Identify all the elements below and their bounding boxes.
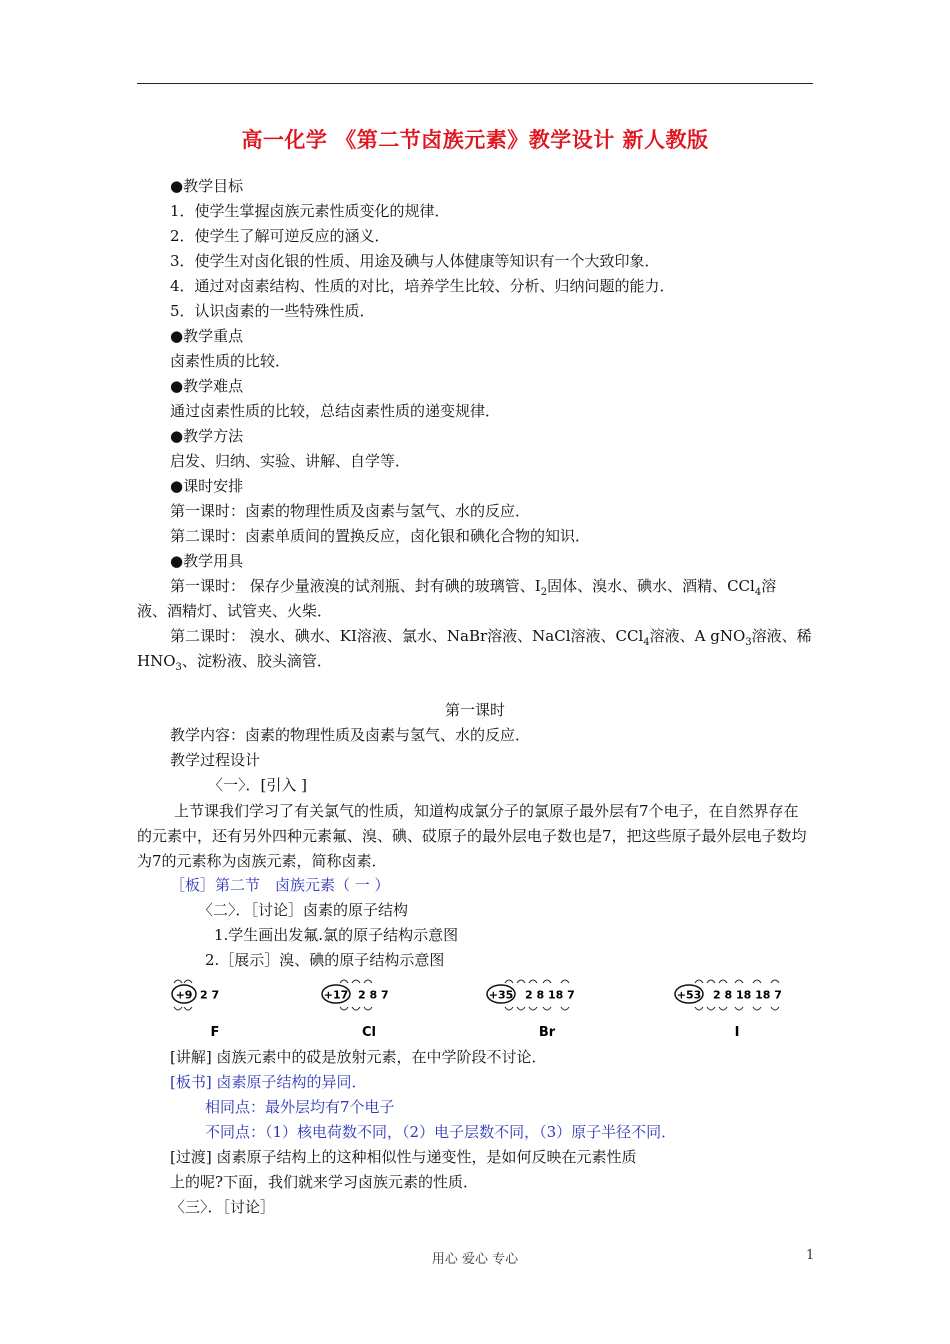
element-symbol: Br — [538, 1025, 556, 1040]
key-point-text: 卤素性质的比较． — [170, 352, 291, 370]
board-note-1: ［板］第二节 卤族元素（ 一 ） — [170, 876, 390, 894]
method-text: 启发、归纳、实验、讲解、自学等． — [170, 452, 411, 470]
objective-item: 2．使学生了解可逆反应的涵义． — [170, 227, 390, 245]
method-heading: ●教学方法 — [170, 427, 244, 445]
page-footer: 用心 爱心 专心 — [431, 1252, 519, 1267]
difficulty-heading: ●教学难点 — [170, 377, 244, 395]
header-rule — [137, 83, 813, 84]
objective-item: 3．使学生对卤化银的性质、用途及碘与人体健康等知识有一个大致印象． — [170, 252, 660, 270]
step-1: 1.学生画出发氟.氯的原子结构示意图 — [214, 926, 459, 944]
shell-label: 2 7 — [200, 988, 220, 1002]
discuss-heading: 〈二〉．［讨论］卤素的原子结构 — [198, 901, 409, 919]
element-symbol: I — [734, 1025, 740, 1040]
objective-item: 1．使学生掌握卤族元素性质变化的规律． — [170, 202, 450, 220]
shell-label: 2 8 7 — [358, 988, 389, 1002]
nucleus-label: +53 — [676, 988, 702, 1002]
element-symbol: Cl — [362, 1025, 376, 1040]
lesson-heading: 第一课时 — [444, 701, 505, 719]
shell-label: 2 8 18 18 7 — [713, 988, 782, 1002]
atom-diagrams — [160, 970, 810, 1046]
element-symbol: F — [210, 1025, 220, 1040]
lesson-content: 教学内容：卤素的物理性质及卤素与氢气、水的反应． — [170, 726, 531, 744]
tools-second-line2: $HNO_3$、淀粉液、胶头滴管． — [137, 652, 332, 673]
explain-note: [讲解] 卤族元素中的砹是放射元素，在中学阶段不讨论． — [170, 1048, 547, 1066]
atom-diagram-cl — [322, 980, 389, 1040]
objectives-heading: ●教学目标 — [170, 177, 244, 195]
nucleus-label: +17 — [323, 988, 349, 1002]
atom-diagram-i — [675, 980, 782, 1040]
atom-diagram-br — [487, 980, 575, 1040]
tools-heading: ●教学用具 — [170, 552, 244, 570]
difficulty-text: 通过卤素性质的比较，总结卤素性质的递变规律． — [170, 402, 501, 420]
document-title: 高一化学 《第二节卤族元素》教学设计 新人教版 — [241, 128, 709, 152]
atom-diagram-f — [172, 980, 219, 1040]
objective-item: 4．通过对卤素结构、性质的对比，培养学生比较、分析、归纳问题的能力． — [170, 277, 675, 295]
intro-paragraph: 上节课我们学习了有关氯气的性质，知道构成氯分子的氯原子最外层有7个电子，在自然界存在的元素中，还有另外四种元素氟、溴、碘、砹原子的最外层电子数也是7，把这些原子最外层电子数均为7的元素称为卤族元素，简称卤素． — [137, 802, 807, 870]
nucleus-label: +9 — [175, 988, 193, 1002]
schedule-second: 第二课时：卤素单质间的置换反应，卤化银和碘化合物的知识． — [170, 527, 591, 545]
tools-first-line: 第一课时： 保存少量液溴的试剂瓶、封有碘的玻璃管、$I_2$固体、溴水、碘水、酒精、CCl$_4$溶 — [170, 577, 777, 598]
page-number: 1 — [806, 1248, 815, 1263]
key-point-heading: ●教学重点 — [170, 327, 244, 345]
step-2: 2.［展示］溴、碘的原子结构示意图 — [205, 951, 445, 969]
intro-heading: 〈一〉．[引入 ] — [208, 776, 307, 794]
shell-label: 2 8 18 7 — [525, 988, 575, 1002]
lesson-process: 教学过程设计 — [170, 751, 261, 769]
different-points: 不同点：（1）核电荷数不同，（2）电子层数不同，（3）原子半径不同． — [205, 1123, 677, 1141]
tools-first-line2: 液、酒精灯、试管夹、火柴． — [137, 602, 333, 620]
transition-line-2: 上的呢?下面，我们就来学习卤族元素的性质． — [170, 1173, 479, 1191]
nucleus-label: +35 — [488, 988, 514, 1002]
objective-item: 5．认识卤素的一些特殊性质． — [170, 302, 375, 320]
same-points: 相同点：最外层均有7个电子 — [205, 1098, 395, 1116]
transition-line-1: [过渡] 卤素原子结构上的这种相似性与递变性，是如何反映在元素性质 — [170, 1148, 637, 1166]
schedule-first: 第一课时：卤素的物理性质及卤素与氢气、水的反应． — [170, 502, 531, 520]
tools-second-line: 第二课时： 溴水、碘水、KI溶液、氯水、NaBr溶液、NaCl溶液、CCl$_4$溶液、A gNO$_3$溶液、稀 — [170, 627, 812, 648]
discuss-3-heading: 〈三〉．［讨论］ — [170, 1198, 276, 1216]
schedule-heading: ●课时安排 — [170, 477, 244, 495]
board-note-2: [板书] 卤素原子结构的异同． — [170, 1073, 367, 1091]
